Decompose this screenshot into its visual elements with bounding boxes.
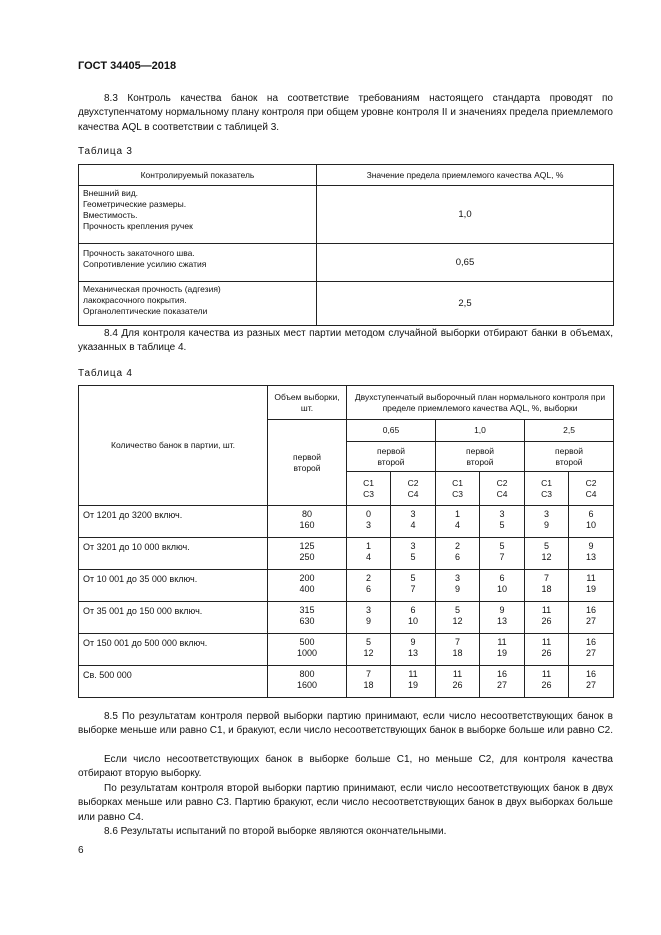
- table-4-body: [79, 506, 614, 698]
- c3-label: С3: [541, 488, 552, 499]
- acceptance-value: 3: [410, 509, 416, 519]
- table-4-aql-065: 0,65: [347, 420, 436, 442]
- acceptance-value: 3: [365, 520, 371, 530]
- acceptance-value: 3: [543, 509, 549, 519]
- acceptance-value: 3: [365, 605, 371, 615]
- acceptance-value: 7: [365, 669, 371, 679]
- table-4-acceptance-cell: [347, 506, 391, 538]
- acceptance-value: 9: [365, 616, 371, 626]
- table-3-caption: Таблица 3: [78, 146, 133, 157]
- table-4-c1-c3: [347, 472, 391, 506]
- sample-volume-value: 200: [299, 573, 315, 583]
- table-4-acceptance-cell: [525, 570, 569, 602]
- acceptance-value: 13: [586, 552, 597, 562]
- acceptance-value: 7: [410, 584, 416, 594]
- acceptance-value: 7: [543, 573, 549, 583]
- indicator-line: лакокрасочного покрытия.: [83, 295, 187, 305]
- sample-volume-value: 1000: [296, 648, 318, 658]
- table-4-acceptance-cell: [391, 602, 436, 634]
- table-4-c2-c4: [480, 472, 525, 506]
- acceptance-value: 19: [496, 648, 507, 658]
- first-sample-label: первой: [293, 451, 321, 462]
- acceptance-value: 2: [454, 541, 460, 551]
- table-4-acceptance-cell: [347, 634, 391, 666]
- second-sample-label: второй: [555, 456, 583, 467]
- c4-label: С4: [496, 488, 508, 499]
- acceptance-value: 11: [452, 669, 463, 679]
- c4-label: С4: [407, 488, 419, 499]
- first-sample-label: первой: [466, 445, 494, 456]
- sample-volume-value: 400: [299, 584, 315, 594]
- table-4-row-label: От 150 001 до 500 000 включ.: [79, 634, 268, 666]
- acceptance-value: 10: [496, 584, 507, 594]
- table-4-acceptance-cell: [569, 506, 614, 538]
- second-sample-label: второй: [377, 456, 405, 467]
- c1-label: С1: [452, 477, 463, 488]
- table-4-aql-10: 1,0: [436, 420, 525, 442]
- table-4-sample-volume: [268, 666, 347, 698]
- table-4: [78, 385, 614, 698]
- acceptance-value: 12: [363, 648, 374, 658]
- sample-volume-value: 315: [299, 605, 315, 615]
- table-4-header-plan: Двухступенчатый выборочный план нормального контроля при пределе приемлемого качества AQL, %, выборки: [347, 386, 614, 420]
- table-4-acceptance-cell: [525, 602, 569, 634]
- page-number: 6: [78, 845, 84, 856]
- table-4-sample-volume: [268, 506, 347, 538]
- table-4-acceptance-cell: [391, 666, 436, 698]
- paragraph-8-3: [78, 92, 613, 135]
- table-4-acceptance-cell: [436, 666, 480, 698]
- acceptance-value: 4: [410, 520, 416, 530]
- paragraph-8-5-c: [78, 782, 613, 825]
- acceptance-value: 6: [588, 509, 594, 519]
- table-3-aql-value: 2,5: [317, 282, 614, 326]
- indicator-line: Внешний вид.: [83, 188, 139, 198]
- table-4-acceptance-cell: [569, 538, 614, 570]
- second-sample-label: второй: [466, 456, 494, 467]
- table-3-indicator-cell: [79, 244, 317, 282]
- c2-label: С2: [407, 477, 419, 488]
- table-4-acceptance-cell: [525, 538, 569, 570]
- c3-label: С3: [363, 488, 374, 499]
- acceptance-value: 5: [499, 520, 505, 530]
- acceptance-value: 26: [541, 616, 552, 626]
- table-4-row: [79, 602, 614, 634]
- table-4-row-label: От 35 001 до 150 000 включ.: [79, 602, 268, 634]
- acceptance-value: 11: [541, 669, 552, 679]
- acceptance-value: 27: [586, 680, 597, 690]
- acceptance-value: 18: [452, 648, 463, 658]
- paragraph-8-6-text: 8.6 Результаты испытаний по второй выборке являются окончательными.: [104, 826, 447, 837]
- first-sample-label: первой: [377, 445, 405, 456]
- table-4-c1-c3: [436, 472, 480, 506]
- table-4-aql-25: 2,5: [525, 420, 614, 442]
- sample-volume-value: 800: [299, 669, 315, 679]
- table-4-acceptance-cell: [436, 570, 480, 602]
- indicator-line: Вместимость.: [83, 210, 138, 220]
- table-4-acceptance-cell: [347, 570, 391, 602]
- acceptance-value: 5: [410, 573, 416, 583]
- paragraph-8-4: [78, 327, 613, 356]
- table-4-acceptance-cell: [436, 634, 480, 666]
- table-4-row-label: От 10 001 до 35 000 включ.: [79, 570, 268, 602]
- c2-label: С2: [585, 477, 597, 488]
- paragraph-8-6: [78, 825, 613, 839]
- sample-volume-value: 160: [299, 520, 315, 530]
- table-4-sample-volume: [268, 538, 347, 570]
- table-4-acceptance-cell: [391, 634, 436, 666]
- acceptance-value: 18: [541, 584, 552, 594]
- indicator-line: Органолептические показатели: [83, 306, 208, 316]
- c4-label: С4: [585, 488, 597, 499]
- table-4-sample-labels: [436, 442, 525, 472]
- table-4-acceptance-cell: [436, 506, 480, 538]
- table-3-header-indicator: Контролируемый показатель: [79, 165, 317, 186]
- paragraph-8-3-text: 8.3 Контроль качества банок на соответствие требованиям настоящего стандарта проводят по двухступенчатому нормальному плану контроля при общем уровне контроля II и значениях предела приемлемого качества AQL в соответствии с таблицей 3.: [78, 93, 613, 133]
- acceptance-value: 1: [365, 541, 371, 551]
- table-4-sample-volume: [268, 634, 347, 666]
- acceptance-value: 1: [454, 509, 460, 519]
- table-4-acceptance-cell: [391, 570, 436, 602]
- c3-label: С3: [452, 488, 463, 499]
- table-4-sample-volume: [268, 570, 347, 602]
- table-4-acceptance-cell: [569, 634, 614, 666]
- acceptance-value: 13: [496, 616, 507, 626]
- table-3-aql-value: 0,65: [317, 244, 614, 282]
- table-4-acceptance-cell: [525, 506, 569, 538]
- table-4-acceptance-cell: [525, 634, 569, 666]
- table-3-row: [79, 282, 614, 326]
- acceptance-value: 3: [499, 509, 505, 519]
- paragraph-8-5-c-text: По результатам контроля второй выборки партию принимают, если число несоответствующих банок в двух выборках меньше или равно С3. Партию бракуют, если число несоответствующих банок в двух выборках больше или равно С4.: [78, 783, 613, 823]
- acceptance-value: 12: [541, 552, 552, 562]
- paragraph-8-4-text: 8.4 Для контроля качества из разных мест партии методом случайной выборки отбирают банки в объемах, указанных в таблице 4.: [78, 328, 613, 354]
- table-4-c2-c4: [569, 472, 614, 506]
- indicator-line: Механическая прочность (адгезия): [83, 284, 221, 294]
- table-4-header-volume: Объем выборки, шт.: [268, 386, 347, 420]
- table-4-sample-labels: [347, 442, 436, 472]
- table-4-acceptance-cell: [525, 666, 569, 698]
- table-4-acceptance-cell: [480, 506, 525, 538]
- c2-label: С2: [496, 477, 508, 488]
- acceptance-value: 26: [541, 648, 552, 658]
- acceptance-value: 16: [496, 669, 507, 679]
- table-3-aql-value: 1,0: [317, 186, 614, 244]
- table-4-acceptance-cell: [347, 666, 391, 698]
- acceptance-value: 9: [499, 605, 505, 615]
- acceptance-value: 26: [541, 680, 552, 690]
- table-4-acceptance-cell: [347, 538, 391, 570]
- table-4-caption: Таблица 4: [78, 368, 133, 379]
- table-4-acceptance-cell: [436, 602, 480, 634]
- c1-label: С1: [541, 477, 552, 488]
- acceptance-value: 26: [452, 680, 463, 690]
- acceptance-value: 9: [410, 637, 416, 647]
- table-4-acceptance-cell: [569, 602, 614, 634]
- standard-header: ГОСТ 34405—2018: [78, 60, 177, 72]
- c1-label: С1: [363, 477, 374, 488]
- table-4-acceptance-cell: [569, 570, 614, 602]
- table-4-acceptance-cell: [480, 634, 525, 666]
- acceptance-value: 6: [454, 552, 460, 562]
- acceptance-value: 11: [541, 637, 552, 647]
- acceptance-value: 12: [452, 616, 463, 626]
- table-4-c1-c3: [525, 472, 569, 506]
- second-sample-label: второй: [293, 462, 321, 473]
- table-3-indicator-cell: [79, 186, 317, 244]
- acceptance-value: 18: [363, 680, 374, 690]
- table-4-acceptance-cell: [347, 602, 391, 634]
- indicator-line: Сопротивление усилию сжатия: [83, 259, 207, 269]
- acceptance-value: 7: [454, 637, 460, 647]
- acceptance-value: 4: [365, 552, 371, 562]
- acceptance-value: 27: [586, 648, 597, 658]
- acceptance-value: 3: [410, 541, 416, 551]
- table-4-row-label: От 3201 до 10 000 включ.: [79, 538, 268, 570]
- table-3-header-aql: Значение предела приемлемого качества AQL, %: [317, 165, 614, 186]
- table-4-row: [79, 506, 614, 538]
- indicator-line: Геометрические размеры.: [83, 199, 187, 209]
- acceptance-value: 11: [541, 605, 552, 615]
- table-3-row: [79, 244, 614, 282]
- table-4-acceptance-cell: [480, 602, 525, 634]
- table-4-sample-volume: [268, 602, 347, 634]
- paragraph-8-5-b: [78, 753, 613, 782]
- acceptance-value: 11: [586, 573, 596, 583]
- table-4-sample-labels: [525, 442, 614, 472]
- indicator-line: Прочность крепления ручек: [83, 221, 193, 231]
- acceptance-value: 10: [407, 616, 418, 626]
- acceptance-value: 16: [586, 669, 597, 679]
- table-4-row-label: Св. 500 000: [79, 666, 268, 698]
- acceptance-value: 7: [499, 552, 505, 562]
- acceptance-value: 10: [586, 520, 597, 530]
- table-4-acceptance-cell: [569, 666, 614, 698]
- acceptance-value: 16: [586, 605, 597, 615]
- table-4-header-quantity: Количество банок в партии, шт.: [79, 386, 268, 506]
- table-4-acceptance-cell: [480, 570, 525, 602]
- table-4-row-label: От 1201 до 3200 включ.: [79, 506, 268, 538]
- acceptance-value: 9: [588, 541, 594, 551]
- acceptance-value: 6: [499, 573, 505, 583]
- acceptance-value: 5: [543, 541, 549, 551]
- acceptance-value: 9: [454, 584, 460, 594]
- acceptance-value: 27: [496, 680, 507, 690]
- paragraph-8-5-a-text: 8.5 По результатам контроля первой выборки партию принимают, если число несоответствующих банок в выборке меньше или равно С1, и бракуют, если число несоответствующих банок в выборке больше или равно С2.: [78, 711, 614, 737]
- table-4-row: [79, 538, 614, 570]
- indicator-line: Прочность закаточного шва.: [83, 248, 195, 258]
- table-4-acceptance-cell: [480, 538, 525, 570]
- paragraph-8-5-b-text: Если число несоответствующих банок в выборке больше С1, но меньше С2, для контроля качества отбирают вторую выборку.: [78, 754, 613, 780]
- acceptance-value: 16: [586, 637, 597, 647]
- sample-volume-value: 250: [299, 552, 315, 562]
- acceptance-value: 27: [586, 616, 597, 626]
- acceptance-value: 4: [454, 520, 460, 530]
- acceptance-value: 11: [408, 669, 418, 679]
- table-3-indicator-cell: [79, 282, 317, 326]
- acceptance-value: 5: [410, 552, 416, 562]
- acceptance-value: 2: [365, 573, 371, 583]
- acceptance-value: 5: [499, 541, 505, 551]
- table-4-acceptance-cell: [391, 506, 436, 538]
- table-4-c2-c4: [391, 472, 436, 506]
- paragraph-8-5-a: [78, 710, 613, 739]
- table-4-acceptance-cell: [436, 538, 480, 570]
- acceptance-value: 13: [407, 648, 418, 658]
- acceptance-value: 19: [586, 584, 597, 594]
- acceptance-value: 5: [365, 637, 371, 647]
- table-4-row: [79, 666, 614, 698]
- table-3-row: [79, 186, 614, 244]
- sample-volume-value: 630: [299, 616, 315, 626]
- acceptance-value: 11: [497, 637, 507, 647]
- table-4-acceptance-cell: [480, 666, 525, 698]
- sample-volume-value: 80: [301, 509, 312, 519]
- first-sample-label: первой: [555, 445, 583, 456]
- table-3: [78, 164, 614, 326]
- acceptance-value: 19: [407, 680, 418, 690]
- table-4-header-samples: [268, 420, 347, 506]
- acceptance-value: 6: [365, 584, 371, 594]
- acceptance-value: 0: [365, 509, 371, 519]
- sample-volume-value: 125: [299, 541, 315, 551]
- table-4-row: [79, 570, 614, 602]
- acceptance-value: 9: [543, 520, 549, 530]
- acceptance-value: 3: [454, 573, 460, 583]
- acceptance-value: 5: [454, 605, 460, 615]
- table-4-acceptance-cell: [391, 538, 436, 570]
- acceptance-value: 6: [410, 605, 416, 615]
- table-4-row: [79, 634, 614, 666]
- sample-volume-value: 500: [299, 637, 315, 647]
- sample-volume-value: 1600: [296, 680, 318, 690]
